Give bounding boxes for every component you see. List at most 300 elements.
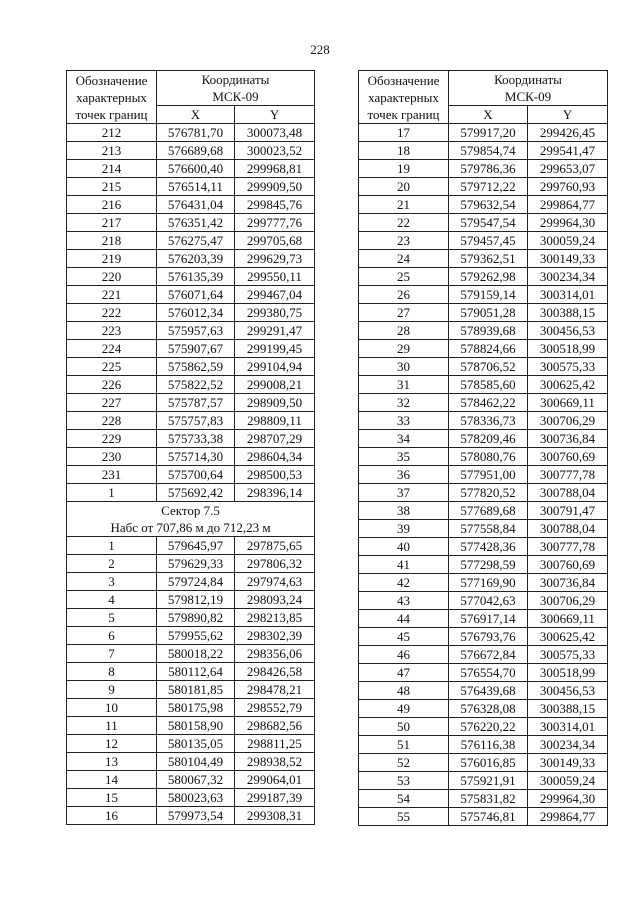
point-number-cell: 230: [67, 448, 157, 466]
y-coordinate-cell: 299467,04: [235, 286, 315, 304]
x-coordinate-cell: 578080,76: [449, 448, 528, 466]
x-coordinate-cell: 575831,82: [449, 790, 528, 808]
table-row: [359, 700, 608, 718]
y-coordinate-cell: 298604,34: [235, 448, 315, 466]
y-coordinate-cell: 299964,30: [528, 790, 608, 808]
y-coordinate-cell: 299629,73: [235, 250, 315, 268]
y-coordinate-cell: 299541,47: [528, 142, 608, 160]
point-number-cell: 24: [359, 250, 449, 268]
table-row: [67, 124, 315, 142]
x-coordinate-cell: 578585,60: [449, 376, 528, 394]
point-header-line: Обозначение: [367, 72, 440, 88]
y-coordinate-cell: 299291,47: [235, 322, 315, 340]
point-number-cell: 219: [67, 250, 157, 268]
table-row: [359, 538, 608, 556]
y-coordinate-cell: 299760,93: [528, 178, 608, 196]
y-coordinate-cell: 299964,30: [528, 214, 608, 232]
x-coordinate-cell: 577689,68: [449, 502, 528, 520]
y-coordinate-cell: 300736,84: [528, 574, 608, 592]
table-row: [359, 466, 608, 484]
x-coordinate-cell: 575862,59: [157, 358, 235, 376]
x-coordinate-cell: 579457,45: [449, 232, 528, 250]
table-row: [359, 178, 608, 196]
y-coordinate-cell: 299199,45: [235, 340, 315, 358]
point-number-cell: 15: [67, 789, 157, 807]
y-coordinate-cell: 300023,52: [235, 142, 315, 160]
table-row: [67, 645, 315, 663]
point-number-cell: 225: [67, 358, 157, 376]
table-row: [67, 555, 315, 573]
point-number-cell: 50: [359, 718, 449, 736]
table-row: [359, 646, 608, 664]
x-coordinate-cell: 579362,51: [449, 250, 528, 268]
table-row: [67, 340, 315, 358]
point-number-cell: 8: [67, 663, 157, 681]
table-row: [67, 466, 315, 484]
point-number-cell: 21: [359, 196, 449, 214]
y-coordinate-cell: 300777,78: [528, 466, 608, 484]
x-coordinate-cell: 578939,68: [449, 322, 528, 340]
y-coordinate-cell: 298093,24: [235, 591, 315, 609]
point-number-cell: 54: [359, 790, 449, 808]
table-row: [67, 160, 315, 178]
x-coordinate-cell: 575957,63: [157, 322, 235, 340]
y-coordinate-cell: 298396,14: [235, 484, 315, 502]
sector-heading: [67, 502, 315, 537]
x-coordinate-cell: 577428,36: [449, 538, 528, 556]
y-coordinate-cell: 298302,39: [235, 627, 315, 645]
y-coordinate-cell: 299550,11: [235, 268, 315, 286]
table-row: [359, 304, 608, 322]
y-coordinate-cell: 298500,53: [235, 466, 315, 484]
table-row: [359, 340, 608, 358]
point-designation-header: [359, 71, 449, 124]
point-number-cell: 1: [67, 537, 157, 555]
point-number-cell: 2: [67, 555, 157, 573]
point-number-cell: 28: [359, 322, 449, 340]
table-row: [359, 250, 608, 268]
x-coordinate-cell: 575746,81: [449, 808, 528, 826]
y-coordinate-cell: 298356,06: [235, 645, 315, 663]
y-coordinate-cell: 300791,47: [528, 502, 608, 520]
table-row: [359, 124, 608, 142]
x-coordinate-cell: 579051,28: [449, 304, 528, 322]
y-coordinate-cell: 300777,78: [528, 538, 608, 556]
y-coordinate-cell: 299380,75: [235, 304, 315, 322]
y-coordinate-cell: 299653,07: [528, 160, 608, 178]
point-number-cell: 7: [67, 645, 157, 663]
point-number-cell: 45: [359, 628, 449, 646]
x-coordinate-cell: 579786,36: [449, 160, 528, 178]
x-coordinate-cell: 575907,67: [157, 340, 235, 358]
x-coordinate-cell: 576600,40: [157, 160, 235, 178]
x-coordinate-cell: 576116,38: [449, 736, 528, 754]
table-row: [359, 142, 608, 160]
x-coordinate-cell: 580067,32: [157, 771, 235, 789]
table-row: [67, 376, 315, 394]
point-number-cell: 212: [67, 124, 157, 142]
y-coordinate-cell: 299777,76: [235, 214, 315, 232]
x-coordinate-cell: 578824,66: [449, 340, 528, 358]
point-number-cell: 220: [67, 268, 157, 286]
point-number-cell: 224: [67, 340, 157, 358]
y-coordinate-cell: 300149,33: [528, 754, 608, 772]
x-coordinate-cell: 580023,63: [157, 789, 235, 807]
y-coordinate-cell: 300059,24: [528, 772, 608, 790]
point-number-cell: 1: [67, 484, 157, 502]
y-coordinate-cell: 300625,42: [528, 628, 608, 646]
point-number-cell: 5: [67, 609, 157, 627]
x-coordinate-cell: 576917,14: [449, 610, 528, 628]
x-coordinate-cell: 578209,46: [449, 430, 528, 448]
point-number-cell: 11: [67, 717, 157, 735]
point-number-cell: 228: [67, 412, 157, 430]
table-row: [67, 358, 315, 376]
table-row: [359, 718, 608, 736]
x-coordinate-cell: 579854,74: [449, 142, 528, 160]
x-coordinate-cell: 579645,97: [157, 537, 235, 555]
table-row: [67, 178, 315, 196]
y-coordinate-cell: 298478,21: [235, 681, 315, 699]
coordinates-header: [157, 71, 315, 106]
point-number-cell: 18: [359, 142, 449, 160]
table-row: [67, 627, 315, 645]
x-coordinate-cell: 575822,52: [157, 376, 235, 394]
table-row: [67, 753, 315, 771]
point-number-cell: 36: [359, 466, 449, 484]
x-coordinate-cell: 578706,52: [449, 358, 528, 376]
x-coordinate-cell: 576431,04: [157, 196, 235, 214]
x-coordinate-cell: 579724,84: [157, 573, 235, 591]
table-row: [359, 160, 608, 178]
point-number-cell: 37: [359, 484, 449, 502]
point-number-cell: 43: [359, 592, 449, 610]
point-number-cell: 215: [67, 178, 157, 196]
point-number-cell: 14: [67, 771, 157, 789]
table-row: [359, 412, 608, 430]
point-number-cell: 6: [67, 627, 157, 645]
y-coordinate-cell: 300073,48: [235, 124, 315, 142]
table-row: [67, 663, 315, 681]
x-coordinate-cell: 579547,54: [449, 214, 528, 232]
y-coordinate-cell: 299308,31: [235, 807, 315, 825]
table-row: [359, 790, 608, 808]
y-coordinate-cell: 299845,76: [235, 196, 315, 214]
table-row: [359, 502, 608, 520]
point-number-cell: 39: [359, 520, 449, 538]
table-row: [67, 142, 315, 160]
y-coordinate-cell: 300788,04: [528, 484, 608, 502]
x-coordinate-cell: 575700,64: [157, 466, 235, 484]
table-row: [359, 268, 608, 286]
x-coordinate-cell: 576071,64: [157, 286, 235, 304]
y-coordinate-cell: 300149,33: [528, 250, 608, 268]
point-number-cell: 23: [359, 232, 449, 250]
point-number-cell: 226: [67, 376, 157, 394]
table-row: [67, 232, 315, 250]
table-row: [359, 592, 608, 610]
y-coordinate-cell: 298809,11: [235, 412, 315, 430]
point-number-cell: 216: [67, 196, 157, 214]
x-coordinate-cell: 576012,34: [157, 304, 235, 322]
sector-subtitle: Набс от 707,86 м до 712,23 м: [110, 520, 271, 535]
y-coordinate-cell: 300669,11: [528, 610, 608, 628]
y-coordinate-cell: 300706,29: [528, 412, 608, 430]
x-coordinate-cell: 576016,85: [449, 754, 528, 772]
table-row: [67, 214, 315, 232]
point-number-cell: 10: [67, 699, 157, 717]
point-number-cell: 13: [67, 753, 157, 771]
x-coordinate-cell: 577951,00: [449, 466, 528, 484]
x-column-header: X: [157, 106, 235, 124]
table-row: [359, 610, 608, 628]
x-coordinate-cell: 576554,70: [449, 664, 528, 682]
table-row: [67, 430, 315, 448]
table-row: [359, 232, 608, 250]
y-column-header: Y: [528, 106, 608, 124]
table-row: [359, 358, 608, 376]
x-coordinate-cell: 579955,62: [157, 627, 235, 645]
x-coordinate-cell: 579712,22: [449, 178, 528, 196]
point-number-cell: 49: [359, 700, 449, 718]
y-coordinate-cell: 300234,34: [528, 736, 608, 754]
coords-header-line: МСК-09: [212, 89, 259, 104]
point-number-cell: 34: [359, 430, 449, 448]
x-column-header: X: [449, 106, 528, 124]
x-coordinate-cell: 579629,33: [157, 555, 235, 573]
table-row: [359, 772, 608, 790]
point-number-cell: 229: [67, 430, 157, 448]
table-row: [67, 196, 315, 214]
x-coordinate-cell: 577298,59: [449, 556, 528, 574]
y-column-header: Y: [235, 106, 315, 124]
x-coordinate-cell: 577820,52: [449, 484, 528, 502]
x-coordinate-cell: 575692,42: [157, 484, 235, 502]
table-row: [67, 448, 315, 466]
y-coordinate-cell: 298938,52: [235, 753, 315, 771]
table-row: [67, 699, 315, 717]
y-coordinate-cell: 300314,01: [528, 718, 608, 736]
point-number-cell: 17: [359, 124, 449, 142]
table-row: [67, 681, 315, 699]
table-row: [359, 556, 608, 574]
point-number-cell: 214: [67, 160, 157, 178]
x-coordinate-cell: 576203,39: [157, 250, 235, 268]
point-number-cell: 44: [359, 610, 449, 628]
y-coordinate-cell: 299064,01: [235, 771, 315, 789]
point-number-cell: 221: [67, 286, 157, 304]
table-row: [359, 754, 608, 772]
point-number-cell: 32: [359, 394, 449, 412]
point-number-cell: 29: [359, 340, 449, 358]
y-coordinate-cell: 298426,58: [235, 663, 315, 681]
table-row: [67, 394, 315, 412]
point-number-cell: 213: [67, 142, 157, 160]
coords-header-line: Координаты: [494, 72, 562, 87]
point-number-cell: 31: [359, 376, 449, 394]
point-header-line: Обозначение: [75, 72, 148, 88]
y-coordinate-cell: 299187,39: [235, 789, 315, 807]
table-row: [359, 214, 608, 232]
y-coordinate-cell: 300706,29: [528, 592, 608, 610]
y-coordinate-cell: 300575,33: [528, 358, 608, 376]
x-coordinate-cell: 580018,22: [157, 645, 235, 663]
x-coordinate-cell: 576220,22: [449, 718, 528, 736]
y-coordinate-cell: 300059,24: [528, 232, 608, 250]
table-row: [359, 736, 608, 754]
point-number-cell: 217: [67, 214, 157, 232]
y-coordinate-cell: 297974,63: [235, 573, 315, 591]
table-row: [67, 484, 315, 502]
y-coordinate-cell: 299705,68: [235, 232, 315, 250]
y-coordinate-cell: 298552,79: [235, 699, 315, 717]
point-number-cell: 218: [67, 232, 157, 250]
y-coordinate-cell: 300760,69: [528, 556, 608, 574]
x-coordinate-cell: 579159,14: [449, 286, 528, 304]
point-number-cell: 22: [359, 214, 449, 232]
table-row: [359, 430, 608, 448]
y-coordinate-cell: 300736,84: [528, 430, 608, 448]
table-row: [359, 286, 608, 304]
x-coordinate-cell: 579973,54: [157, 807, 235, 825]
y-coordinate-cell: 300388,15: [528, 700, 608, 718]
x-coordinate-cell: 576135,39: [157, 268, 235, 286]
point-header-line: характерных: [76, 89, 147, 105]
table-row: [359, 520, 608, 538]
point-number-cell: 222: [67, 304, 157, 322]
y-coordinate-cell: 298811,25: [235, 735, 315, 753]
table-row: [359, 574, 608, 592]
table-row: [67, 789, 315, 807]
table-row: [359, 376, 608, 394]
y-coordinate-cell: 300314,01: [528, 286, 608, 304]
point-number-cell: 35: [359, 448, 449, 466]
x-coordinate-cell: 580158,90: [157, 717, 235, 735]
x-coordinate-cell: 579812,19: [157, 591, 235, 609]
left-coordinates-table: [66, 70, 315, 825]
table-row: [67, 304, 315, 322]
y-coordinate-cell: 300456,53: [528, 682, 608, 700]
table-row: [67, 735, 315, 753]
x-coordinate-cell: 576689,68: [157, 142, 235, 160]
y-coordinate-cell: 297875,65: [235, 537, 315, 555]
table-row: [67, 250, 315, 268]
x-coordinate-cell: 575921,91: [449, 772, 528, 790]
point-designation-header: [67, 71, 157, 124]
y-coordinate-cell: 299104,94: [235, 358, 315, 376]
page-number: 228: [310, 42, 330, 57]
point-number-cell: 42: [359, 574, 449, 592]
y-coordinate-cell: 299008,21: [235, 376, 315, 394]
point-number-cell: 27: [359, 304, 449, 322]
x-coordinate-cell: 579632,54: [449, 196, 528, 214]
x-coordinate-cell: 576781,70: [157, 124, 235, 142]
point-number-cell: 16: [67, 807, 157, 825]
y-coordinate-cell: 298909,50: [235, 394, 315, 412]
coords-header-line: МСК-09: [504, 89, 552, 104]
x-coordinate-cell: 576275,47: [157, 232, 235, 250]
point-number-cell: 19: [359, 160, 449, 178]
x-coordinate-cell: 577558,84: [449, 520, 528, 538]
table-row: [67, 537, 315, 555]
x-coordinate-cell: 575757,83: [157, 412, 235, 430]
table-row: [67, 322, 315, 340]
y-coordinate-cell: 300518,99: [528, 340, 608, 358]
table-row: [67, 609, 315, 627]
y-coordinate-cell: 298707,29: [235, 430, 315, 448]
point-number-cell: 53: [359, 772, 449, 790]
point-number-cell: 231: [67, 466, 157, 484]
coords-header-line: Координаты: [201, 72, 270, 87]
x-coordinate-cell: 580104,49: [157, 753, 235, 771]
point-number-cell: 25: [359, 268, 449, 286]
y-coordinate-cell: 299426,45: [528, 124, 608, 142]
x-coordinate-cell: 576351,42: [157, 214, 235, 232]
y-coordinate-cell: 300575,33: [528, 646, 608, 664]
y-coordinate-cell: 300388,15: [528, 304, 608, 322]
table-row: [359, 664, 608, 682]
point-number-cell: 38: [359, 502, 449, 520]
point-number-cell: 26: [359, 286, 449, 304]
table-row: [67, 573, 315, 591]
point-number-cell: 47: [359, 664, 449, 682]
y-coordinate-cell: 298213,85: [235, 609, 315, 627]
point-number-cell: 20: [359, 178, 449, 196]
point-number-cell: 227: [67, 394, 157, 412]
point-number-cell: 30: [359, 358, 449, 376]
table-row: [359, 448, 608, 466]
point-number-cell: 46: [359, 646, 449, 664]
table-row: [67, 268, 315, 286]
x-coordinate-cell: 577169,90: [449, 574, 528, 592]
point-number-cell: 3: [67, 573, 157, 591]
x-coordinate-cell: 575787,57: [157, 394, 235, 412]
y-coordinate-cell: 298682,56: [235, 717, 315, 735]
point-number-cell: 41: [359, 556, 449, 574]
point-number-cell: 12: [67, 735, 157, 753]
point-header-line: точек границ: [75, 106, 148, 122]
y-coordinate-cell: 300234,34: [528, 268, 608, 286]
table-row: [67, 807, 315, 825]
point-header-line: точек границ: [367, 106, 440, 122]
point-number-cell: 9: [67, 681, 157, 699]
y-coordinate-cell: 299864,77: [528, 808, 608, 826]
point-number-cell: 223: [67, 322, 157, 340]
x-coordinate-cell: 579890,82: [157, 609, 235, 627]
table-row: [359, 808, 608, 826]
coordinates-header: [449, 71, 608, 106]
table-row: [67, 717, 315, 735]
point-number-cell: 55: [359, 808, 449, 826]
table-row: [67, 591, 315, 609]
x-coordinate-cell: 575733,38: [157, 430, 235, 448]
x-coordinate-cell: 576672,84: [449, 646, 528, 664]
x-coordinate-cell: 576793,76: [449, 628, 528, 646]
table-row: [67, 412, 315, 430]
y-coordinate-cell: 300669,11: [528, 394, 608, 412]
table-row: [359, 322, 608, 340]
point-number-cell: 40: [359, 538, 449, 556]
point-header-line: характерных: [368, 89, 439, 105]
sector-title: Сектор 7.5: [161, 503, 220, 518]
point-number-cell: 4: [67, 591, 157, 609]
x-coordinate-cell: 575714,30: [157, 448, 235, 466]
x-coordinate-cell: 578462,22: [449, 394, 528, 412]
table-row: [67, 771, 315, 789]
y-coordinate-cell: 300456,53: [528, 322, 608, 340]
table-row: [359, 196, 608, 214]
y-coordinate-cell: 300788,04: [528, 520, 608, 538]
